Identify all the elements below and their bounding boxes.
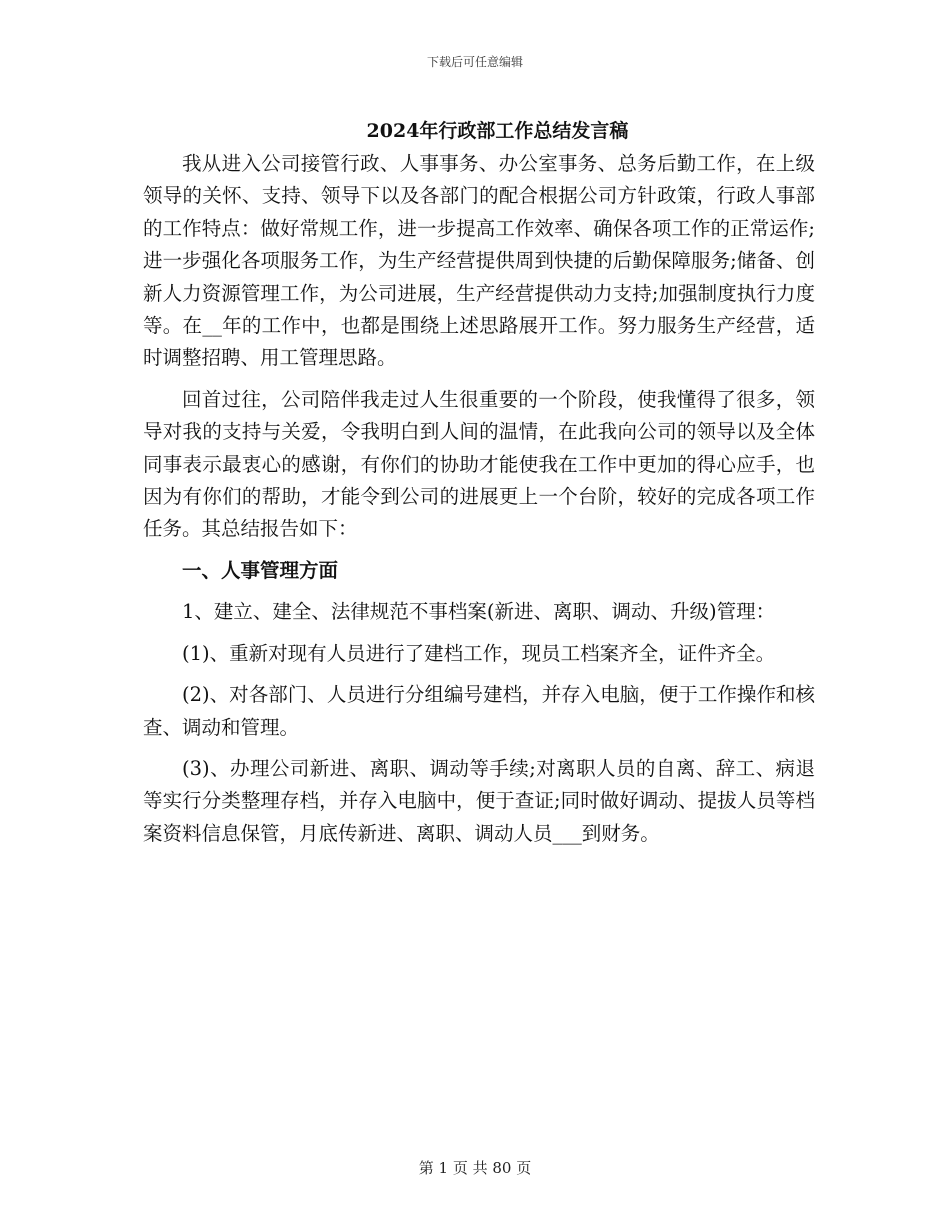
page-number: 第 1 页 共 80 页 — [418, 1159, 532, 1177]
list-item-sub-1: (1)、重新对现有人员进行了建档工作，现员工档案齐全，证件齐全。 — [182, 641, 776, 665]
page-header: 下载后可任意编辑 — [426, 55, 523, 69]
list-item-sub-3: (3)、办理公司新进、离职、调动等手续;对离职人员的自离、辞工、病退等实行分类整理存档，并存入电脑中，便于查证;同时做好调动、提拔人员等档案资料信息保管，月底传新进、离职、调动人员___到财务。 — [143, 756, 815, 845]
list-item-sub-2: (2)、对各部门、人员进行分组编号建档，并存入电脑，便于工作操作和核查、调动和管理。 — [143, 683, 815, 739]
list-item-archive-management: 1、建立、建全、法律规范不事档案(新进、离职、调动、升级)管理： — [182, 600, 776, 624]
paragraph-intro: 我从进入公司接管行政、人事事务、办公室事务、总务后勤工作，在上级领导的关怀、支持、领导下以及各部门的配合根据公司方针政策，行政人事部的工作特点：做好常规工作，进一步提高工作效率、确保各项工作的正常运作;进一步强化各项服务工作，为生产经营提供周到快捷的后勤保障服务;储备、创新人力资源管理工作，为公司进展，生产经营提供动力支持;加强制度执行力度等。在__年的工作中，也都是围绕上述思路展开工作。努力服务生产经营，适时调整招聘、用工管理思路。 — [143, 152, 815, 370]
document-title: 2024年行政部工作总结发言稿 — [366, 120, 629, 142]
document-body — [143, 148, 815, 859]
paragraph-retrospect: 回首过往，公司陪伴我走过人生很重要的一个阶段，使我懂得了很多，领导对我的支持与关爱，令我明白到人间的温情，在此我向公司的领导以及全体同事表示最衷心的感谢，有你们的协助才能使我在工作中更加的得心应手，也因为有你们的帮助，才能令到公司的进展更上一个台阶，较好的完成各项工作任务。其总结报告如下： — [143, 387, 815, 541]
section-heading-personnel: 一、人事管理方面 — [182, 558, 339, 582]
